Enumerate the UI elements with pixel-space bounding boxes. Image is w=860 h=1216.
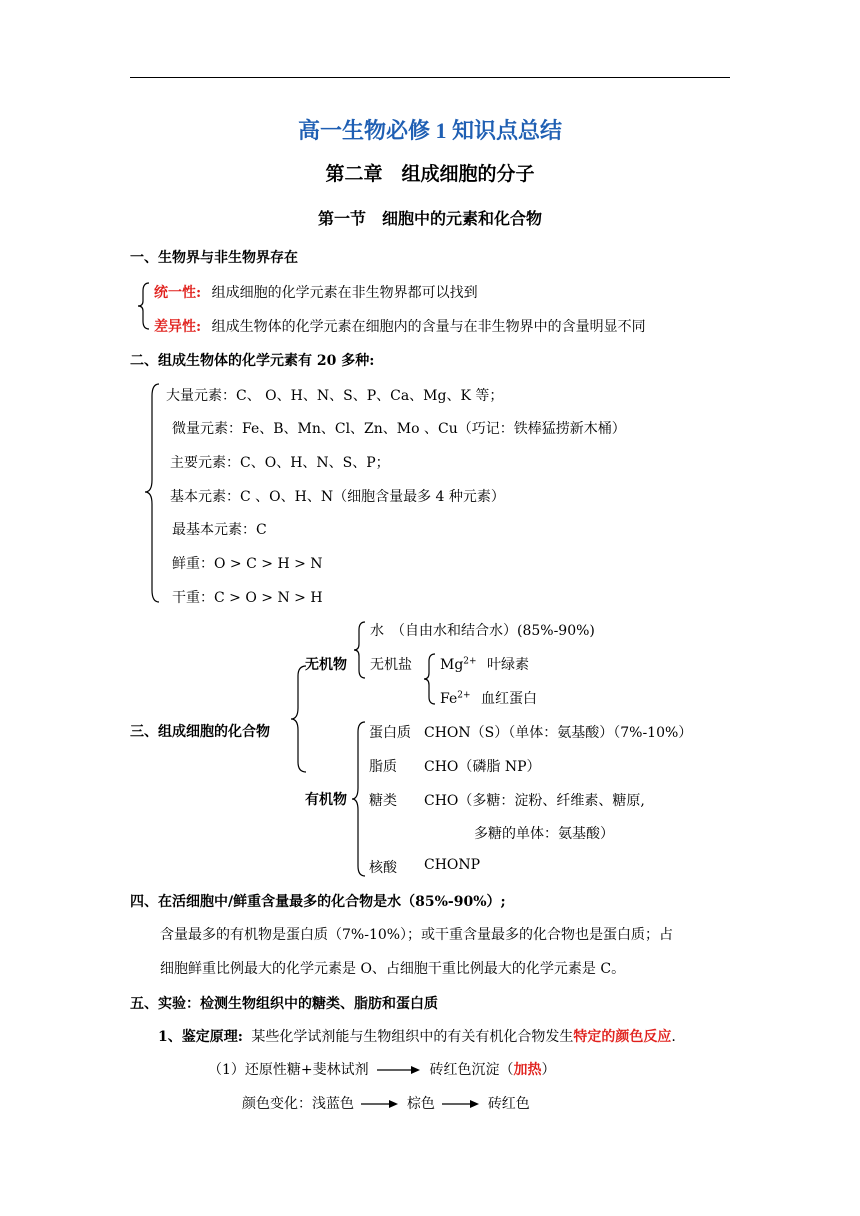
protein-text: CHON（S）（单体：氨基酸）（7%-10%） [424,725,693,741]
organic-label: 有机物 [305,792,347,808]
lipid-name: 脂质 [369,759,397,775]
element-item: 最基本元素：C [172,522,267,538]
reaction-right: 砖红色沉淀（ [429,1062,514,1078]
inorganic-brace [352,620,368,680]
s4-line-2: 细胞鲜重比例最大的化学元素是 O、占细胞干重比例最大的化学元素是 C。 [160,961,626,977]
mg-symbol: Mg [440,657,464,673]
principle-highlight: 特定的颜色反应 [573,1029,672,1045]
fe-symbol: Fe [440,691,458,707]
s2-brace [142,382,162,604]
s4-line-1: 含量最多的有机物是蛋白质（7%-10%）；或干重含量最多的化合物也是蛋白质；占 [160,927,674,943]
fe-text: 血红蛋白 [480,691,537,707]
nucleic-text: CHONP [424,857,481,873]
arrow-icon [377,1065,421,1075]
diff-label: 差异性: [154,319,202,335]
reaction-heat: 加热 [513,1062,542,1078]
chapter-title: 第二章 组成细胞的分子 [325,163,535,185]
sugar-text: CHO（多糖：淀粉、纤维素、糖原, [424,793,645,809]
element-item: 主要元素：C、O、H、N、S、P； [170,455,390,471]
diff-text: 组成生物体的化学元素在细胞内的含量与在非生物界中的含量明显不同 [211,319,646,335]
salt-brace [422,652,438,706]
mg-text: 叶绿素 [487,657,530,673]
reaction-close: ） [541,1062,556,1078]
document-title: 高一生物必修 1 知识点总结 [297,118,562,143]
organic-brace [350,720,368,878]
s1-brace [136,281,152,331]
element-item: 基本元素：C 、O、H、N（细胞含量最多 4 种元素） [170,489,505,505]
color-start: 颜色变化：浅蓝色 [242,1096,354,1112]
s1-heading: 一、生物界与非生物界存在 [130,250,298,266]
lipid-text: CHO（磷脂 NP） [424,759,541,775]
reaction-left: （1）还原性糖+斐林试剂 [208,1062,369,1078]
s5-heading: 五、实验：检测生物组织中的糖类、脂肪和蛋白质 [130,996,438,1012]
sugar-name: 糖类 [369,793,397,809]
element-item: 大量元素：C、 O、H、N、S、P、Ca、Mg、K 等； [166,388,504,404]
nucleic-name: 核酸 [369,860,397,876]
arrow-icon [361,1099,399,1109]
header-rule [130,77,730,78]
principle-text: 某些化学试剂能与生物组织中的有关有机化合物发生 [251,1029,574,1045]
s2-heading: 二、组成生物体的化学元素有 20 多种: [130,353,375,369]
principle-end: . [671,1029,676,1045]
element-item: 鲜重：O > C > H > N [172,556,323,572]
water-line: 水 （自由水和结合水）(85%-90%) [370,623,595,639]
s3-main-brace [289,664,309,774]
diff-line [154,316,646,336]
element-item: 干重：C > O > N > H [172,590,323,606]
sugar-text-2: 多糖的单体：氨基酸） [474,826,614,842]
principle-line [158,1026,676,1046]
protein-name: 蛋白质 [369,725,411,741]
color-change-line [242,1093,530,1113]
mg-line [440,654,529,674]
color-end: 砖红色 [487,1096,530,1112]
inorganic-label: 无机物 [305,657,347,673]
s4-heading: 四、在活细胞中/鲜重含量最多的化合物是水（85%-90%）; [130,894,506,910]
fe-line [440,688,537,708]
reaction-line [208,1059,556,1079]
salt-label: 无机盐 [370,657,412,673]
element-item: 微量元素：Fe、B、Mn、Cl、Zn、Mo 、Cu（巧记：铁棒猛捞新木桶） [172,421,626,437]
color-mid: 棕色 [406,1096,435,1112]
principle-label: 1、鉴定原理: [158,1029,243,1045]
unity-line [154,282,478,302]
section-title: 第一节 细胞中的元素和化合物 [317,209,542,228]
unity-text: 组成细胞的化学元素在非生物界都可以找到 [211,285,478,301]
arrow-icon [442,1099,480,1109]
s3-heading: 三、组成细胞的化合物 [130,724,270,740]
unity-label: 统一性: [154,285,202,301]
fe-charge: 2+ [457,690,471,701]
mg-charge: 2+ [463,656,477,667]
